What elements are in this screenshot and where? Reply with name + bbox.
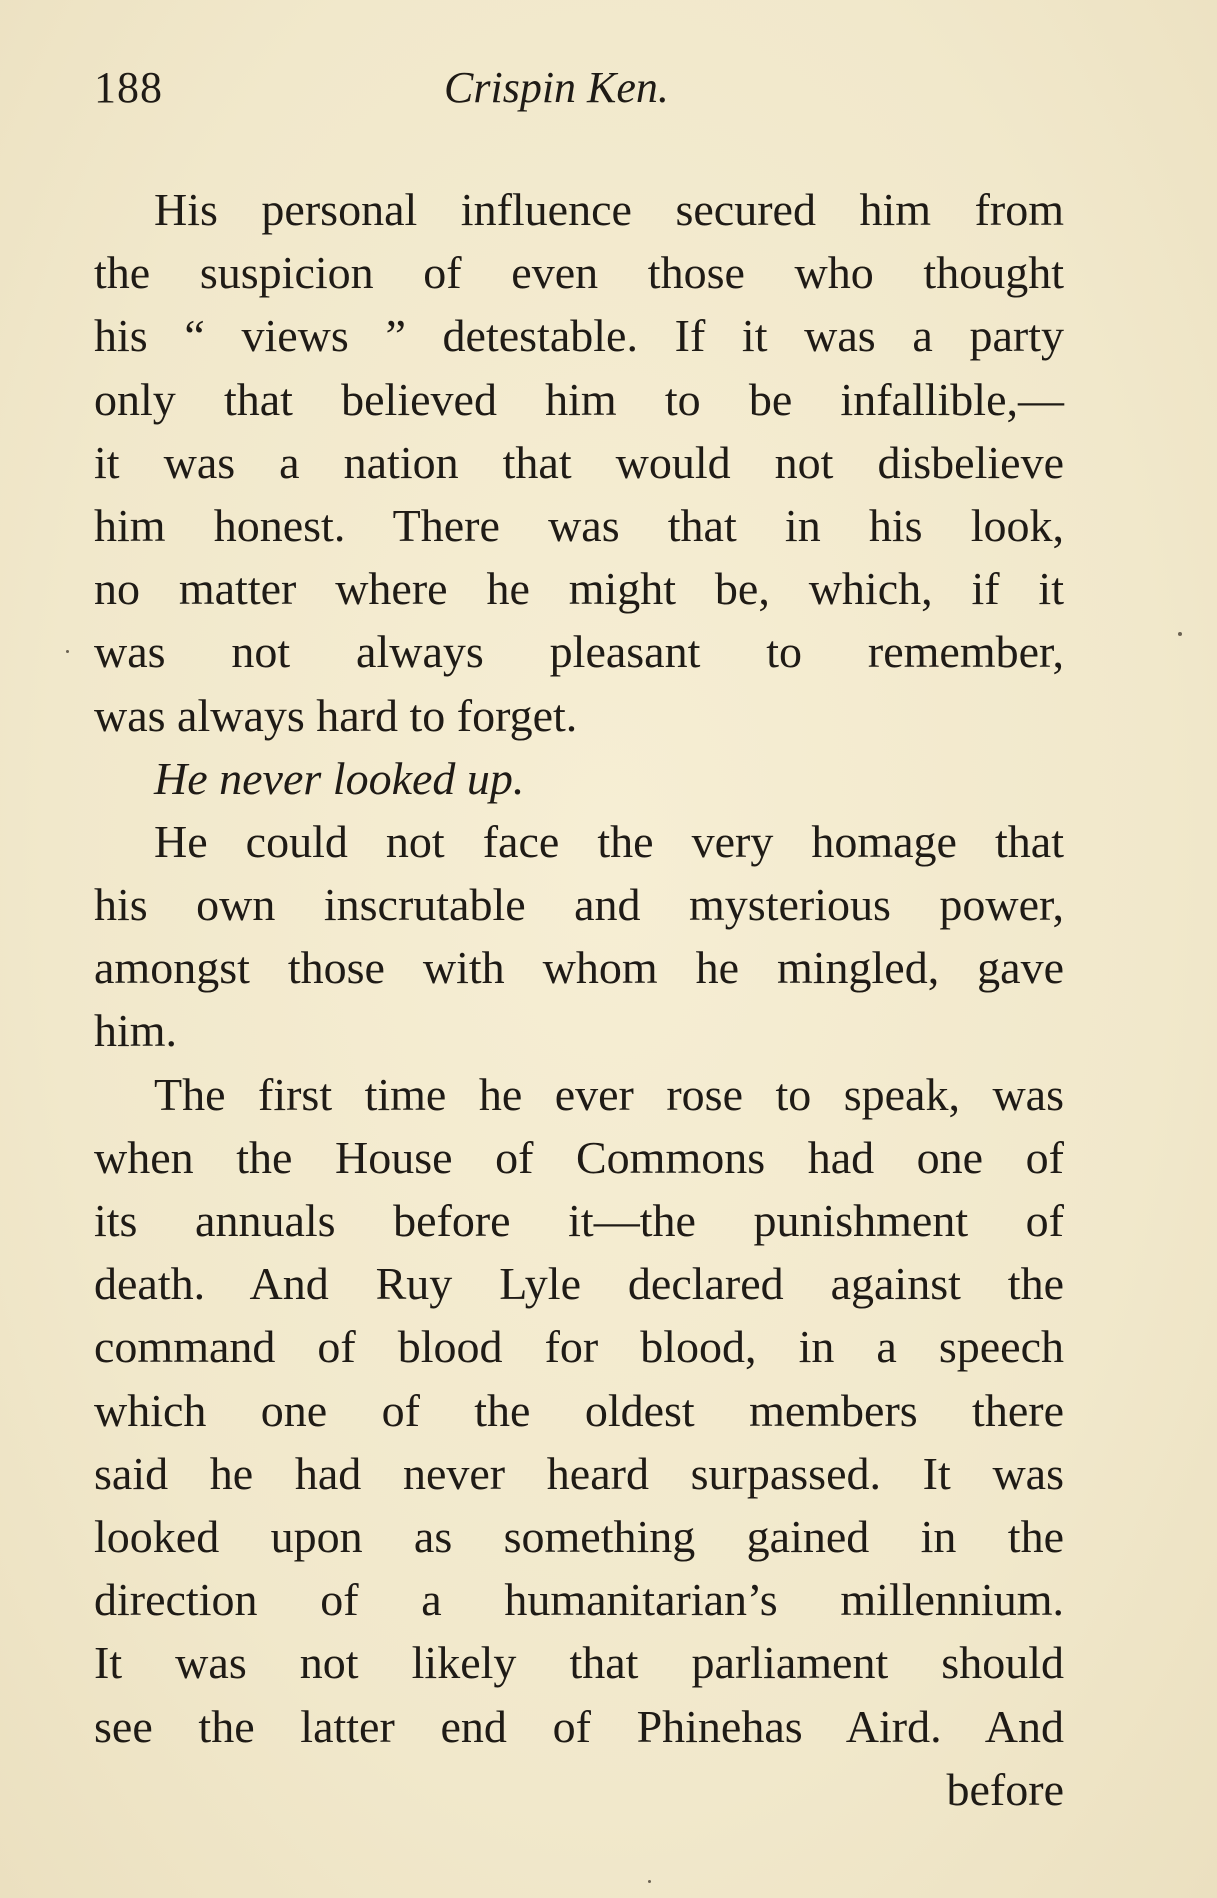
text-line: it was a nation that would not disbelieve xyxy=(94,436,1064,488)
text-line: It was not likely that parliament should xyxy=(94,1637,1064,1689)
text-line: direction of a humanitarian’s millennium. xyxy=(94,1574,1064,1626)
text-line: him honest. There was that in his look, xyxy=(94,499,1064,551)
text-line: command of blood for blood, in a speech xyxy=(94,1321,1064,1373)
page-header xyxy=(94,62,714,122)
paper-speck xyxy=(648,1880,651,1883)
text-line: was always hard to forget. xyxy=(94,689,578,741)
text-line: him. xyxy=(94,1005,178,1057)
text-line: when the House of Commons had one of xyxy=(94,1131,1064,1183)
page-number: 188 xyxy=(94,63,163,112)
italic-line: He never looked up. xyxy=(154,752,525,804)
text-line: His personal influence secured him from xyxy=(154,184,1064,235)
text-line: The first time he ever rose to speak, was xyxy=(154,1068,1064,1120)
text-line: amongst those with whom he mingled, gave xyxy=(94,942,1064,994)
text-line: which one of the oldest members there xyxy=(94,1384,1064,1436)
text-line: death. And Ruy Lyle declared against the xyxy=(94,1258,1064,1310)
text-line: said he had never heard surpassed. It was xyxy=(94,1447,1064,1499)
text-line: no matter where he might be, which, if it xyxy=(94,563,1064,615)
text-line: was not always pleasant to remember, xyxy=(94,626,1064,678)
catchword: before xyxy=(946,1763,1064,1815)
body-text xyxy=(94,178,1064,1821)
text-line: his own inscrutable and mysterious power, xyxy=(94,879,1064,931)
text-line: his “ views ” detestable. If it was a party xyxy=(94,310,1064,362)
text-line: its annuals before it—the punishment of xyxy=(94,1195,1064,1246)
text-line: looked upon as something gained in the xyxy=(94,1510,1064,1562)
paper-speck xyxy=(1178,632,1182,636)
text-line: see the latter end of Phinehas Aird. And xyxy=(94,1700,1064,1752)
text-line: He could not face the very homage that xyxy=(154,815,1064,867)
text-line: the suspicion of even those who thought xyxy=(94,247,1064,299)
running-title: Crispin Ken. xyxy=(444,63,669,112)
paper-speck xyxy=(66,650,69,653)
text-line: only that believed him to be infallible,— xyxy=(94,373,1064,425)
